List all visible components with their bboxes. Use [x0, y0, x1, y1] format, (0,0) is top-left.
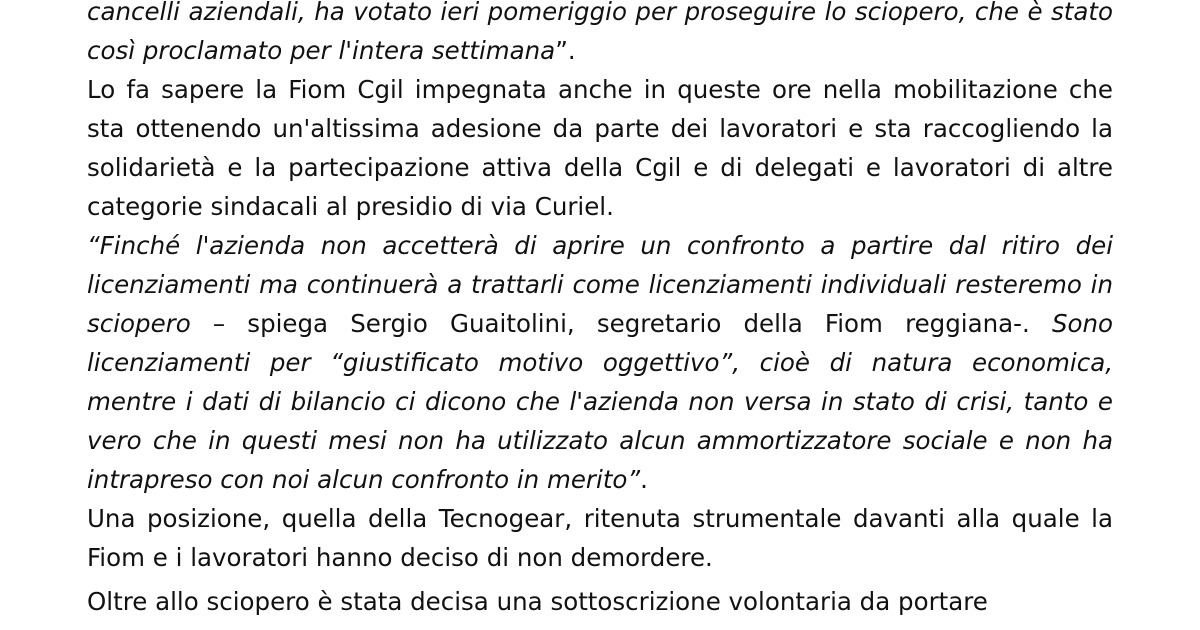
paragraph-fiom-mobilization: [87, 70, 1113, 226]
quote-text: “Finché l'azienda non accetterà di aprire un confronto a partire dal ritiro dei licenziamenti ma continuerà a trattarli come licenziamenti individuali resteremo in sciopero: [87, 231, 1113, 338]
quote-text: cancelli aziendali, ha votato ieri pomeriggio per proseguire lo sciopero, che è stato così proclamato per l'intera settimana: [87, 0, 1113, 65]
body-text: Una posizione, quella della Tecnogear, ritenuta strumentale davanti alla quale la Fiom e i lavoratori hanno deciso di non demordere.: [87, 504, 1113, 572]
closing-quote: ”.: [555, 36, 576, 65]
paragraph-guaitolini-quote: [87, 226, 1113, 499]
paragraph-tecnogear-position: [87, 499, 1113, 577]
quote-text-continued: Sono licenziamenti per “giustificato motivo oggettivo”, cioè di natura economica, mentre i dati di bilancio ci dicono che l'azienda non versa in stato di crisi, tanto e vero che in questi mesi non ha utilizzato alcun ammortizzatore sociale e non ha intrapreso con noi alcun confronto in merito”: [87, 309, 1113, 494]
paragraph-strike-vote: [87, 0, 1113, 70]
paragraph-subscription: [87, 582, 1113, 621]
document-page: [87, 0, 1113, 630]
body-text: Lo fa sapere la Fiom Cgil impegnata anche in queste ore nella mobilitazione che sta ottenendo un'altissima adesione da parte dei lavoratori e sta raccogliendo la solidarietà e la partecipazione attiva della Cgil e di delegati e lavoratori di altre categorie sindacali al presidio di via Curiel.: [87, 75, 1113, 221]
closing-period: .: [640, 465, 648, 494]
attribution-text: – spiega Sergio Guaitolini, segretario della Fiom reggiana-.: [190, 309, 1052, 338]
body-text: Oltre allo sciopero è stata decisa una sottoscrizione volontaria da portare: [87, 587, 988, 616]
